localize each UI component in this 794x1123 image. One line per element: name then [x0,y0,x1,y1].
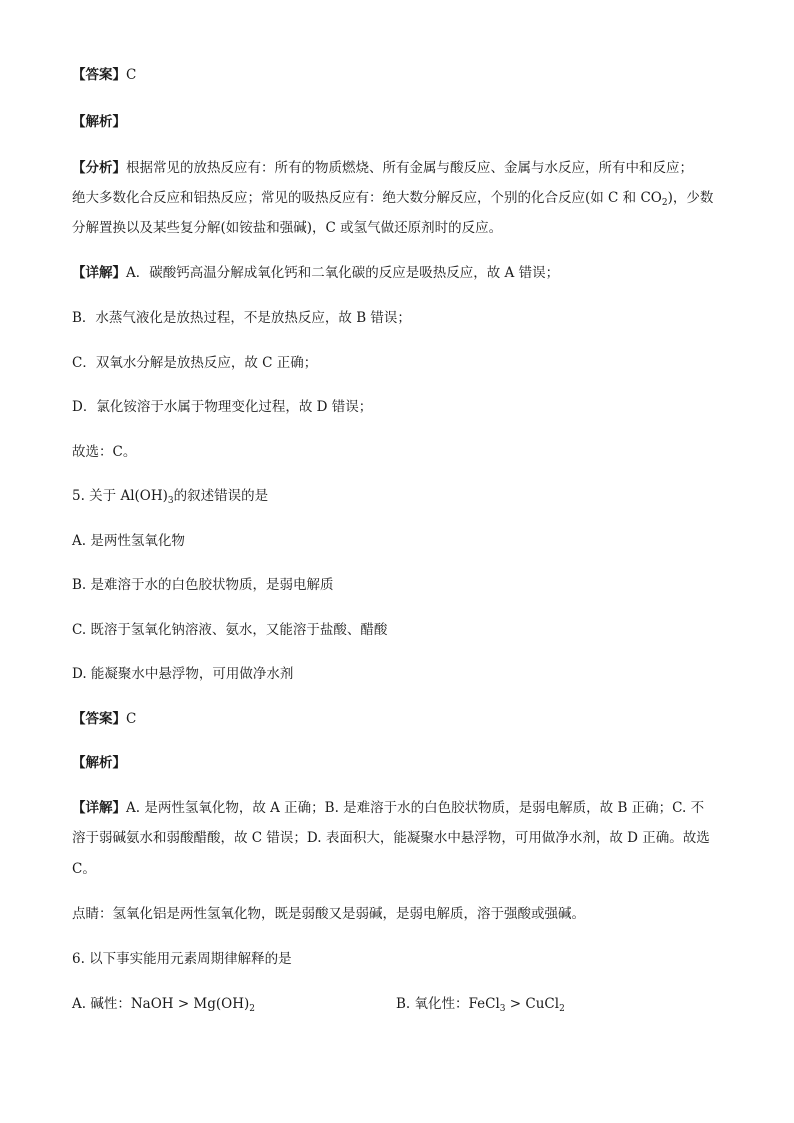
q4-detail-a [72,264,722,282]
answer-value: C [126,711,137,727]
stem-text: 6. 以下事实能用元素周期律解释的是 [72,951,292,967]
conclusion-text: 故选：C。 [72,444,137,460]
stem-text: 5. 关于 Al(OH) [72,488,168,504]
option-text: D. 能凝聚水中悬浮物，可用做净水剂 [72,666,294,682]
subscript: 2 [249,1004,256,1014]
q5-option-d [72,665,722,683]
q4-detail-c [72,354,722,372]
detail-text: D．氯化铵溶于水属于物理变化过程，故 D 错误； [72,399,373,415]
option-text: B. 是难溶于水的白色胶状物质，是弱电解质 [72,577,334,593]
detail-text: B．水蒸气液化是放热过程，不是放热反应，故 B 错误； [72,310,411,326]
detail-tag: 【详解】 [72,800,126,816]
answer-tag: 【答案】 [72,67,126,83]
q4-fenxi-line-1 [72,159,722,177]
q5-answer-line [72,710,722,728]
q6-option-b [396,995,726,1013]
note-text: 点睛：氢氧化铝是两性氢氧化物，既是弱酸又是弱碱，是弱电解质，溶于强酸或强碱。 [72,906,585,922]
option-text: B. 氧化性：FeCl [396,996,500,1012]
option-text: A. 是两性氢氧化物 [72,533,185,549]
q5-option-a [72,532,722,550]
q4-fenxi-line-2 [72,189,722,207]
analysis-tag: 【解析】 [72,114,126,130]
q5-detail-line-2 [72,829,722,847]
q5-detail-line-3 [72,860,722,878]
answer-tag: 【答案】 [72,711,126,727]
q4-conclusion [72,443,722,461]
q5-note [72,905,722,923]
fenxi-text: 绝大多数化合反应和铝热反应；常见的吸热反应有：绝大数分解反应，个别的化合反应(如 C 和 CO [72,190,662,206]
subscript: 2 [661,198,668,208]
subscript: 3 [167,496,174,506]
q4-detail-d [72,398,722,416]
q5-option-c [72,621,722,639]
q4-fenxi-line-3 [72,219,722,237]
q6-stem [72,950,722,968]
q5-option-b [72,576,722,594]
q5-stem [72,487,722,505]
detail-text: C．双氧水分解是放热反应，故 C 正确； [72,355,318,371]
detail-text: A. 是两性氢氧化物，故 A 正确；B. 是难溶于水的白色胶状物质，是弱电解质，故 B 正确；C. 不 [126,800,705,816]
detail-text: C。 [72,861,96,877]
detail-tag: 【详解】 [72,265,126,281]
q6-option-a [72,996,255,1012]
fenxi-tag: 【分析】 [72,160,126,176]
q4-analysis-heading [72,113,722,131]
detail-text: 溶于弱碱氨水和弱酸醋酸，故 C 错误；D. 表面积大，能凝聚水中悬浮物，可用做净水剂，故 D 正确。故选 [72,830,710,846]
q4-detail-b [72,309,722,327]
q5-detail-line-1 [72,799,722,817]
detail-text: A．碳酸钙高温分解成氧化钙和二氧化碳的反应是吸热反应，故 A 错误； [126,265,560,281]
analysis-tag: 【解析】 [72,755,126,771]
option-text: C. 既溶于氢氧化钠溶液、氨水，又能溶于盐酸、醋酸 [72,622,388,638]
option-text: > CuCl [505,996,560,1012]
answer-value: C [126,67,137,83]
fenxi-text: 分解置换以及某些复分解(如铵盐和强碱)，C 或氢气做还原剂时的反应。 [72,220,503,236]
subscript: 3 [499,1004,506,1014]
fenxi-text: )，少数 [667,190,714,206]
stem-text: 的叙述错误的是 [173,488,269,504]
fenxi-text: 根据常见的放热反应有：所有的物质燃烧、所有金属与酸反应、金属与水反应，所有中和反应； [126,160,693,176]
q4-answer-line [72,66,722,84]
option-text: A. 碱性：NaOH > Mg(OH) [72,996,250,1012]
q5-analysis-heading [72,754,722,772]
subscript: 2 [559,1004,565,1014]
